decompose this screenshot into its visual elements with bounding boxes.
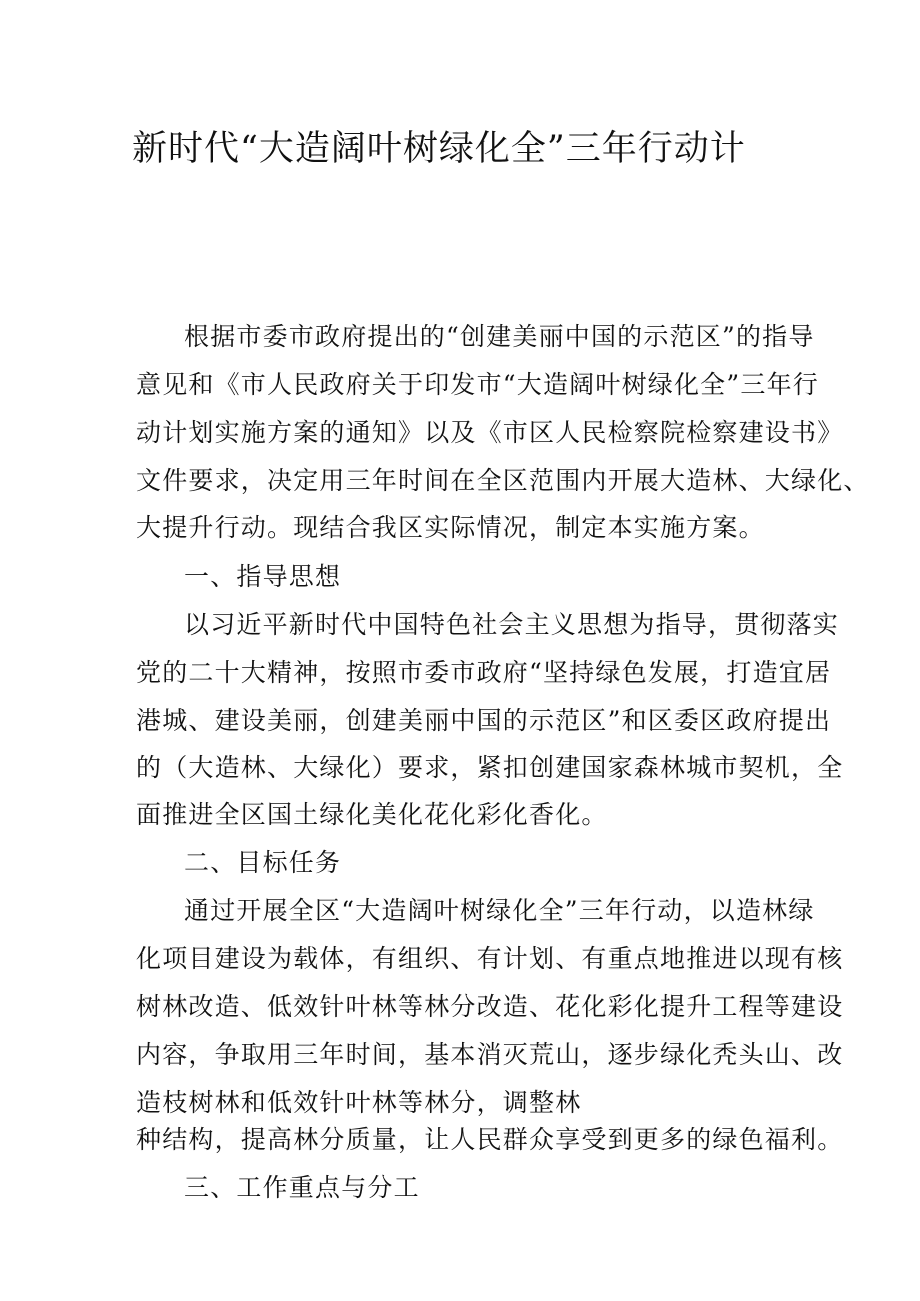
intro-line-3: 动计划实施方案的通知》以及《市区人民检察院检察建设书》 (136, 418, 844, 447)
section1-line-5: 面推进全区国土绿化美化花化彩化香化。 (136, 800, 608, 829)
section-heading-work-focus: 三、工作重点与分工 (184, 1173, 420, 1202)
intro-line-4: 文件要求，决定用三年时间在全区范围内开展大造林、大绿化、 (136, 466, 870, 495)
section2-line-3: 树林改造、低效针叶林等林分改造、花化彩化提升工程等建设 (136, 992, 844, 1021)
section1-line-4: 的（大造林、大绿化）要求，紧扣创建国家森林城市契机，全 (136, 753, 844, 782)
section2-line-5: 造枝树林和低效针叶林等林分，调整林 (136, 1088, 582, 1117)
section-heading-goals: 二、目标任务 (184, 848, 342, 877)
section2-line-6: 种结构，提高林分质量，让人民群众享受到更多的绿色福利。 (136, 1125, 844, 1154)
intro-line-1: 根据市委市政府提出的“创建美丽中国的示范区”的指导 (184, 322, 815, 351)
section2-line-4: 内容，争取用三年时间，基本消灭荒山，逐步绿化秃头山、改 (136, 1040, 844, 1069)
section1-line-2: 党的二十大精神，按照市委市政府“坚持绿色发展，打造宜居 (136, 658, 832, 687)
document-title: 新时代“大造阔叶树绿化全”三年行动计 (132, 129, 746, 169)
section1-line-1: 以习近平新时代中国特色社会主义思想为指导，贯彻落实 (184, 610, 840, 639)
intro-line-2: 意见和《市人民政府关于印发市“大造阔叶树绿化全”三年行 (136, 370, 819, 399)
intro-line-5: 大提升行动。现结合我区实际情况，制定本实施方案。 (136, 513, 765, 542)
section-heading-guiding-thought: 一、指导思想 (184, 562, 342, 591)
section2-line-2: 化项目建设为载体，有组织、有计划、有重点地推进以现有核 (136, 944, 844, 973)
section2-line-1: 通过开展全区“大造阔叶树绿化全”三年行动，以造林绿 (184, 896, 815, 925)
section1-line-3: 港城、建设美丽，创建美丽中国的示范区”和区委区政府提出 (136, 706, 832, 735)
